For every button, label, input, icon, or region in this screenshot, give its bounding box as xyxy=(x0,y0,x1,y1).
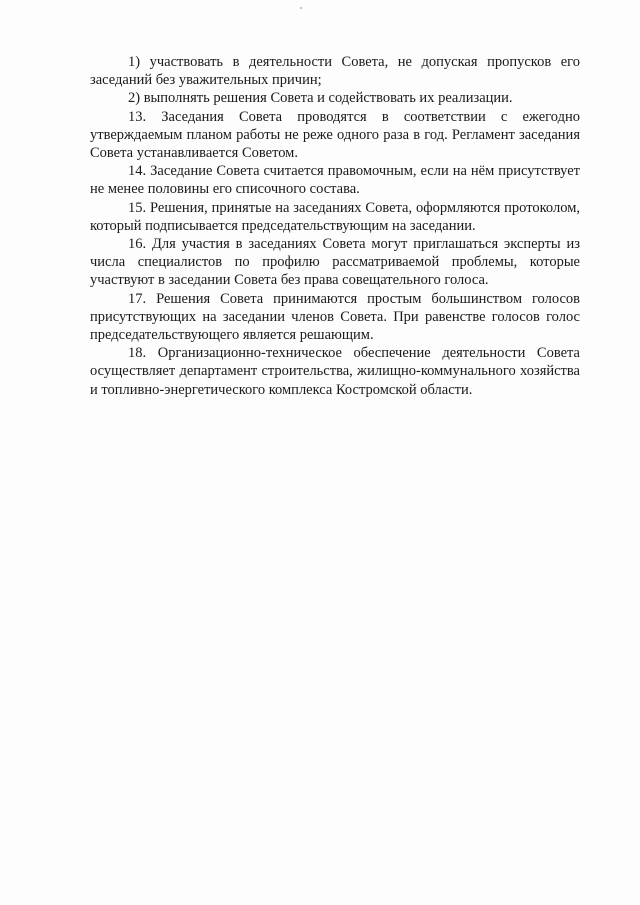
paragraph-item-2: 2) выполнять решения Совета и содействовать их реализации. xyxy=(128,90,513,107)
paragraph-17: 17. Решения Совета принимаются простым большинством голосов присутствующих на заседании членов Совета. При равенстве голосов голос председательствующего является решающим. xyxy=(90,290,580,344)
paragraph-item-1: 1) участвовать в деятельности Совета, не допуская пропусков его заседаний без уважительных причин; xyxy=(90,54,580,89)
document-body xyxy=(90,53,580,399)
scan-speck xyxy=(300,7,302,9)
paragraph-13: 13. Заседания Совета проводятся в соответствии с ежегодно утверждаемым планом работы не реже одного раза в год. Регламент заседания Совета устанавливается Советом. xyxy=(90,108,580,162)
paragraph-15: 15. Решения, принятые на заседаниях Совета, оформляются протоколом, который подписывается председательствующим на заседании. xyxy=(90,199,580,234)
paragraph-14: 14. Заседание Совета считается правомочным, если на нём присутствует не менее половины его списочного состава. xyxy=(90,163,580,198)
paragraph-18: 18. Организационно-техническое обеспечение деятельности Совета осуществляет департамент строительства, жилищно-коммунального хозяйства и топливно-энергетического комплекса Костромской области. xyxy=(90,345,580,398)
paragraph-16: 16. Для участия в заседаниях Совета могут приглашаться эксперты из числа специалистов по профилю рассматриваемой проблемы, которые участвуют в заседании Совета без права совещательного голоса. xyxy=(90,236,580,289)
